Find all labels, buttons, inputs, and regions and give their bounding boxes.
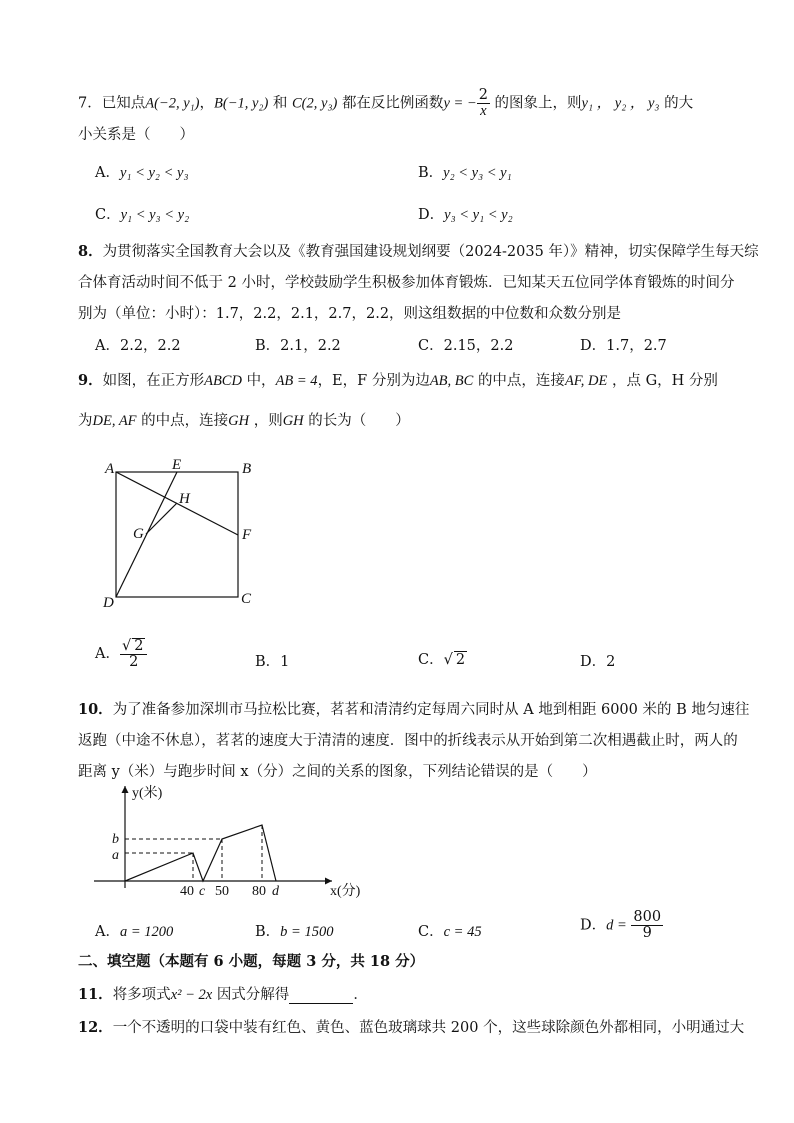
option-label: A． bbox=[95, 646, 120, 663]
label-e: E bbox=[172, 457, 182, 473]
option-label: A． bbox=[95, 165, 120, 181]
option-text: y₂ < y₃ < y₁ bbox=[443, 165, 512, 181]
q10-option-c[interactable] bbox=[418, 920, 482, 941]
q9-segments: AF, DE bbox=[564, 373, 608, 389]
q7-point-c: C(2, y₃) bbox=[292, 95, 338, 112]
q10-line3: 距离 y（米）与跑步时间 x（分）之间的关系的图象，下列结论错误的是（ ） bbox=[78, 764, 597, 780]
q7-point-b: B(−1, y₂) bbox=[214, 95, 269, 112]
q9-line1 bbox=[78, 369, 718, 390]
y-axis-label: y(米) bbox=[132, 786, 163, 801]
option-label: D． bbox=[580, 917, 607, 934]
q9-text-8: ，则 bbox=[253, 413, 283, 429]
q9-text-3: ，E，F 分别为边 bbox=[317, 373, 430, 389]
q7-text-1: 已知点 bbox=[101, 95, 146, 112]
option-label: B． bbox=[255, 338, 281, 354]
frac-num: √ 2 bbox=[120, 638, 147, 655]
q10-line1 bbox=[78, 698, 749, 719]
q9-text-5: ，点 G，H 分别 bbox=[611, 373, 718, 389]
q9-option-b[interactable] bbox=[255, 650, 289, 671]
q10-text-1: 为了准备参加深圳市马拉松比赛，茗茗和清清约定每周六同时从 A 地到相距 6000 米的 B 地匀速往 bbox=[112, 702, 750, 718]
option-text: y₁ < y₃ < y₂ bbox=[120, 207, 190, 223]
q9-option-c[interactable]: C．√ 2 bbox=[418, 652, 466, 668]
sqrt-value: 2 bbox=[134, 638, 144, 654]
option-label: A． bbox=[95, 924, 120, 940]
label-h: H bbox=[179, 491, 190, 507]
option-text: 2 bbox=[606, 654, 616, 670]
option-text: 2.15，2.2 bbox=[443, 338, 514, 354]
q7-option-a[interactable] bbox=[95, 161, 188, 182]
q11-number: 11． bbox=[78, 986, 113, 1003]
q9-text-7: 的中点，连接 bbox=[141, 413, 229, 429]
q9-square-figure bbox=[95, 452, 270, 612]
tick-a: a bbox=[112, 848, 119, 863]
option-label: C． bbox=[418, 338, 444, 354]
option-label: D． bbox=[580, 338, 607, 354]
q7-line2: 小关系是（ ） bbox=[78, 127, 194, 143]
option-text: y₃ < y₁ < y₂ bbox=[444, 207, 513, 223]
q7-vars: y₁ ， y₂ ， y₃ bbox=[581, 95, 660, 112]
option-label: B． bbox=[255, 654, 281, 670]
option-label: B． bbox=[255, 924, 281, 940]
q9-option-a[interactable] bbox=[95, 638, 147, 670]
label-b: B bbox=[242, 461, 252, 477]
q10-option-b[interactable] bbox=[255, 920, 333, 941]
q9-ab-length: AB = 4 bbox=[275, 373, 318, 389]
q8-text-1: 为贯彻落实全国教育大会以及《教育强国建设规划纲要（2024-2035 年）》精神，切实保障学生每天综 bbox=[102, 244, 759, 260]
sqrt-value: 2 bbox=[455, 652, 466, 668]
q11-expression: x² − 2x bbox=[170, 987, 213, 1003]
q11-text-1: 将多项式 bbox=[112, 987, 171, 1003]
q7-and: 和 bbox=[272, 95, 288, 112]
q7-number: 7． bbox=[78, 95, 102, 112]
q12-text-1: 一个不透明的口袋中装有红色、黄色、蓝色玻璃球共 200 个，这些球除颜色外都相同，小明通过大 bbox=[112, 1020, 745, 1036]
option-label: C． bbox=[418, 924, 444, 940]
q8-line3: 别为（单位：小时）：1.7，2.2，2.1，2.7，2.2，则这组数据的中位数和众数分别是 bbox=[78, 306, 622, 322]
tick-c: c bbox=[199, 884, 206, 898]
tick-40: 40 bbox=[180, 884, 194, 898]
q7-frac-num: 2 bbox=[478, 87, 488, 103]
q11-line bbox=[78, 983, 368, 1004]
tick-b: b bbox=[112, 832, 119, 847]
q7-frac-den: x bbox=[480, 103, 487, 120]
q9-number: 9． bbox=[78, 372, 103, 389]
option-text: a = 1200 bbox=[119, 924, 174, 940]
q9-text-2: 中， bbox=[246, 373, 276, 389]
option-label: D． bbox=[580, 654, 607, 670]
option-label: D． bbox=[418, 207, 445, 223]
q7-text-2: 都在反比例函数 bbox=[341, 95, 444, 112]
option-text: 1.7，2.7 bbox=[606, 338, 667, 354]
option-text: y₁ < y₂ < y₃ bbox=[119, 165, 189, 181]
q11-text-2: 因式分解得 bbox=[216, 987, 290, 1003]
frac-num: 800 bbox=[633, 909, 662, 925]
q7-line1 bbox=[78, 88, 693, 119]
tick-d: d bbox=[272, 884, 279, 898]
option-text: b = 1500 bbox=[280, 924, 334, 940]
option-text: 2.1，2.2 bbox=[280, 338, 341, 354]
option-fraction bbox=[120, 638, 147, 670]
q9-gh-2: GH bbox=[282, 413, 304, 429]
q8-option-b[interactable] bbox=[255, 334, 341, 355]
q10-number: 10． bbox=[78, 701, 113, 718]
q12-line1 bbox=[78, 1016, 744, 1037]
q9-segments-2: DE, AF bbox=[92, 413, 137, 429]
q10-option-a[interactable] bbox=[95, 920, 173, 941]
q9-text-9: 的长为（ ） bbox=[308, 413, 410, 429]
q9-sides: AB, BC bbox=[429, 373, 474, 389]
frac-den: 9 bbox=[642, 925, 652, 942]
option-label: C． bbox=[95, 207, 121, 223]
q9-square-name: ABCD bbox=[204, 373, 242, 389]
q7-option-d[interactable] bbox=[418, 203, 513, 224]
q11-text-3: ． bbox=[353, 987, 368, 1003]
option-label: B． bbox=[418, 165, 444, 181]
q8-line2: 合体育活动时间不低于 2 小时，学校鼓励学生积极参加体育锻炼．已知某天五位同学体育锻炼的时间分 bbox=[78, 275, 735, 291]
q9-option-d[interactable] bbox=[580, 650, 615, 671]
label-c: C bbox=[241, 591, 252, 607]
q9-text-1: 如图，在正方形 bbox=[102, 373, 205, 389]
q7-option-b[interactable] bbox=[418, 161, 512, 182]
option-label: A． bbox=[95, 338, 120, 354]
q8-option-d[interactable] bbox=[580, 334, 667, 355]
option-text: 2.2，2.2 bbox=[119, 338, 181, 354]
option-fraction bbox=[631, 910, 663, 941]
q8-option-c[interactable] bbox=[418, 334, 513, 355]
q10-option-d[interactable] bbox=[580, 910, 663, 941]
q7-text-4: 的大 bbox=[664, 95, 694, 112]
tick-50: 50 bbox=[215, 884, 229, 898]
q7-function-fraction bbox=[477, 88, 490, 119]
option-text: 1 bbox=[280, 654, 290, 670]
option-label: C． bbox=[418, 652, 444, 668]
option-lhs: d = bbox=[606, 917, 627, 934]
q10-distance-graph bbox=[92, 778, 382, 898]
q10-line2: 返跑（中途不休息），茗茗的速度大于清清的速度．图中的折线表示从开始到第二次相遇截止时，两人的 bbox=[78, 733, 738, 749]
q7-text-3: 的图象上，则 bbox=[494, 95, 582, 112]
frac-den: 2 bbox=[129, 654, 139, 671]
q7-function-lhs: y = − bbox=[443, 95, 477, 112]
label-f: F bbox=[242, 527, 252, 543]
label-g: G bbox=[133, 526, 144, 542]
q8-line1 bbox=[78, 240, 759, 261]
tick-80: 80 bbox=[252, 884, 266, 898]
q7-point-a: A(−2, y₁) bbox=[145, 95, 200, 112]
q9-gh: GH bbox=[228, 413, 250, 429]
q8-option-a[interactable] bbox=[95, 334, 181, 355]
section-2-title: 二、填空题（本题有 6 小题，每题 3 分，共 18 分） bbox=[78, 953, 425, 970]
q9-text-6: 为 bbox=[78, 413, 93, 429]
option-text: c = 45 bbox=[443, 924, 482, 940]
q7-comma: ， bbox=[199, 95, 215, 112]
label-d: D bbox=[103, 595, 114, 611]
q12-number: 12． bbox=[78, 1019, 113, 1036]
q7-option-c[interactable] bbox=[95, 203, 189, 224]
x-axis-label: x(分) bbox=[330, 884, 361, 898]
segment-gh bbox=[146, 503, 177, 534]
q9-line2 bbox=[78, 409, 410, 430]
segment-de bbox=[116, 472, 177, 597]
q8-number: 8． bbox=[78, 243, 103, 260]
q11-answer-blank[interactable] bbox=[289, 989, 353, 1004]
q9-text-4: 的中点，连接 bbox=[477, 373, 565, 389]
label-a: A bbox=[105, 461, 115, 477]
